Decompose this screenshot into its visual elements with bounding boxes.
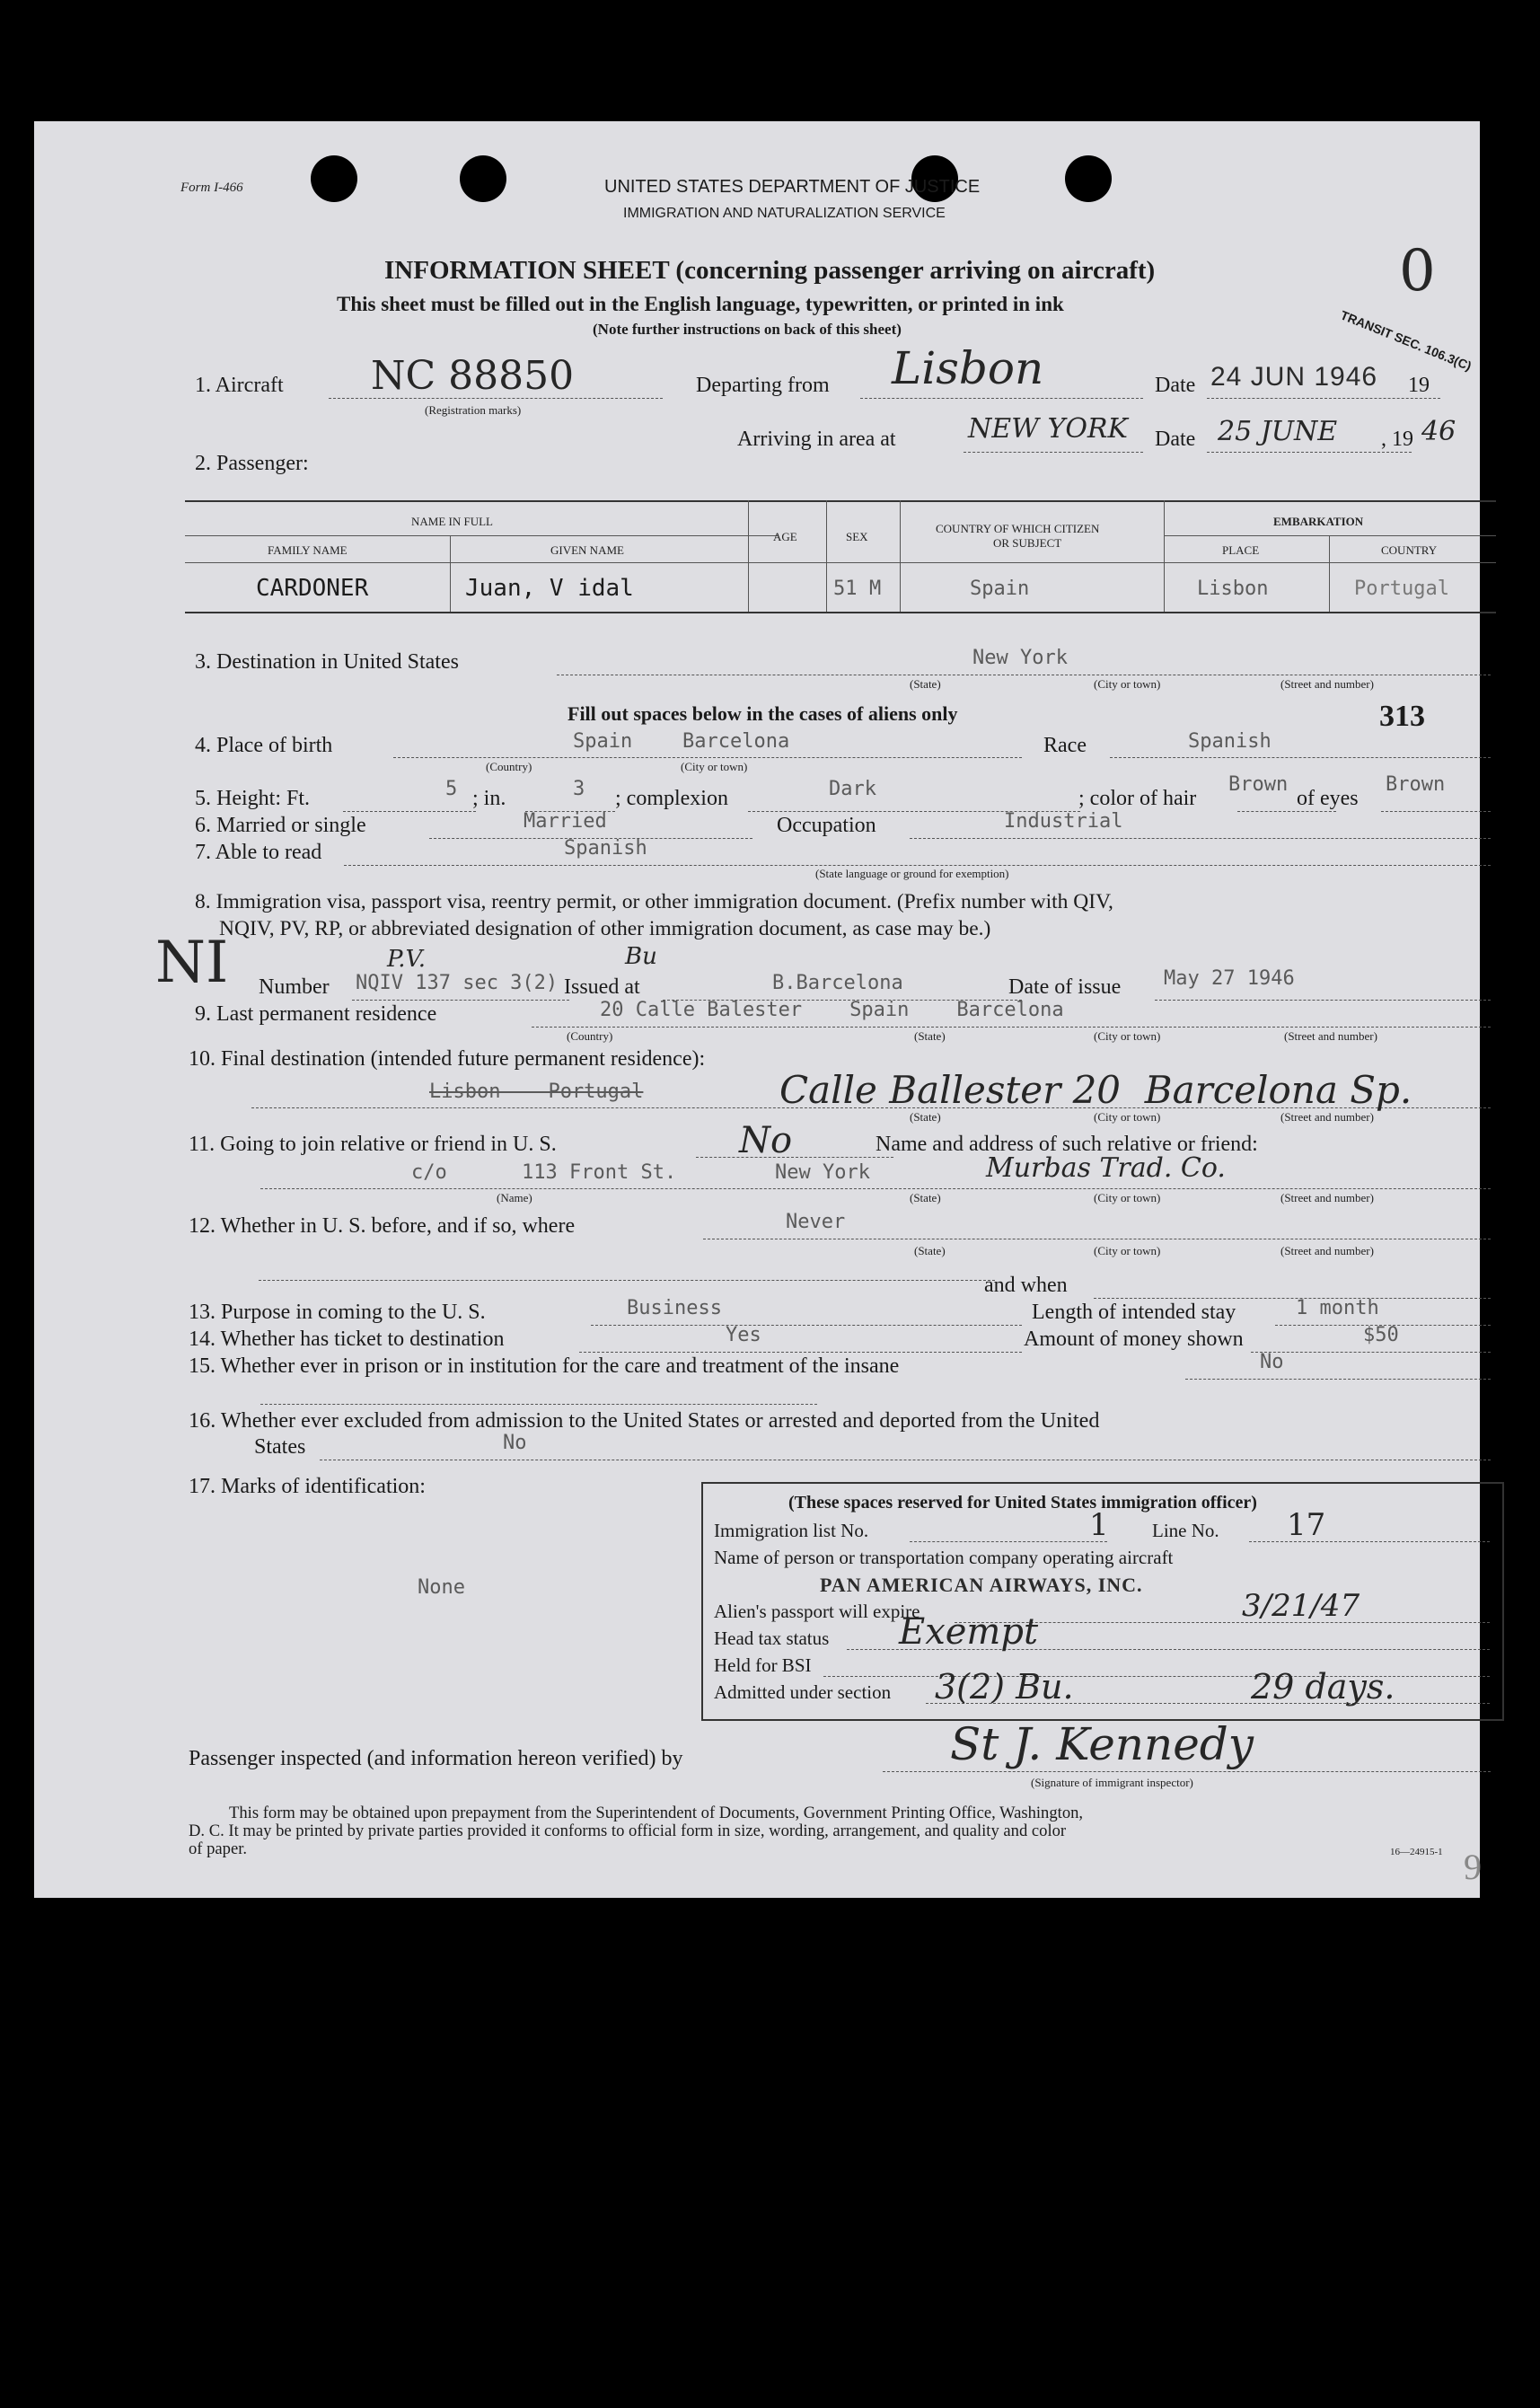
arrival-date-value: 25 JUNE bbox=[1218, 416, 1338, 447]
final-destination-typed: Lisbon Portugal bbox=[429, 1081, 644, 1103]
ticket-label: 14. Whether has ticket to destination bbox=[189, 1327, 505, 1351]
form-number: Form I-466 bbox=[180, 181, 243, 195]
issue-date-label: Date of issue bbox=[1008, 975, 1122, 999]
service-title: IMMIGRATION AND NATURALIZATION SERVICE bbox=[623, 206, 946, 221]
money-value: $50 bbox=[1363, 1324, 1399, 1346]
occupation-value: Industrial bbox=[1004, 810, 1123, 833]
prison-value: No bbox=[1260, 1351, 1284, 1373]
purpose-value: Business bbox=[627, 1297, 722, 1319]
residence-sub-state: (State) bbox=[914, 1029, 946, 1043]
arrival-year-value: 46 bbox=[1421, 416, 1456, 447]
departing-label: Departing from bbox=[696, 374, 830, 397]
issued-value: B.Barcelona bbox=[772, 972, 903, 994]
read-value: Spanish bbox=[564, 837, 647, 860]
company-label: Name of person or transportation company operating aircraft bbox=[714, 1547, 1174, 1568]
sex-header: SEX bbox=[846, 530, 868, 543]
residence-sub-street: (Street and number) bbox=[1284, 1029, 1377, 1043]
prison-label: 15. Whether ever in prison or in institution for the care and treatment of the insane bbox=[189, 1354, 900, 1378]
excluded-value: No bbox=[503, 1432, 527, 1454]
aircraft-label: 1. Aircraft bbox=[195, 374, 284, 397]
departure-date-suffix: 19 bbox=[1408, 374, 1430, 397]
race-label: Race bbox=[1043, 734, 1087, 757]
embarkation-header: EMBARKATION bbox=[1273, 515, 1364, 528]
when-label: and when bbox=[984, 1274, 1068, 1297]
department-title: UNITED STATES DEPARTMENT OF JUSTICE bbox=[604, 177, 981, 197]
sex-value: M bbox=[869, 578, 882, 600]
eyes-label: of eyes bbox=[1297, 787, 1359, 810]
destination-sub-street: (Street and number) bbox=[1280, 677, 1374, 691]
read-label: 7. Able to read bbox=[195, 841, 322, 864]
family-name-header: FAMILY NAME bbox=[268, 543, 348, 557]
arriving-value: NEW YORK bbox=[968, 413, 1128, 445]
form-note: (Note further instructions on back of this sheet) bbox=[593, 321, 902, 338]
aliens-only-header: Fill out spaces below in the cases of aliens only bbox=[568, 702, 958, 725]
residence-sub-country: (Country) bbox=[567, 1029, 613, 1043]
visa-bu-mark: Bu bbox=[625, 943, 657, 970]
officer-box-header: (These spaces reserved for United States immigration officer) bbox=[788, 1493, 1257, 1513]
complexion-label: ; complexion bbox=[615, 787, 728, 810]
arrival-year-prefix: , 19 bbox=[1381, 428, 1413, 451]
final-sub-street: (Street and number) bbox=[1280, 1110, 1374, 1124]
visa-label-1: 8. Immigration visa, passport visa, reentry permit, or other immigration document. (Prefix number with QIV, bbox=[195, 890, 1113, 913]
embarkation-country-header: COUNTRY bbox=[1381, 543, 1438, 557]
place-header: PLACE bbox=[1222, 543, 1260, 557]
excluded-label-1: 16. Whether ever excluded from admission to the United States or arrested and deported from the United bbox=[189, 1408, 1100, 1433]
embarkation-country-value: Portugal bbox=[1354, 578, 1449, 600]
age-value: 51 bbox=[833, 578, 858, 600]
join-sub-state: (State) bbox=[910, 1191, 941, 1204]
family-name-value: CARDONER bbox=[256, 575, 369, 602]
occupation-label: Occupation bbox=[777, 814, 876, 837]
visa-label-2: NQIV, PV, RP, or abbreviated designation of other immigration document, as case may be.) bbox=[219, 917, 991, 940]
line-no-label: Line No. bbox=[1152, 1520, 1219, 1541]
arriving-label: Arriving in area at bbox=[737, 428, 896, 451]
birth-sub-city: (City or town) bbox=[681, 760, 748, 773]
citizen-value: Spain bbox=[970, 578, 1030, 600]
head-tax-label: Head tax status bbox=[714, 1627, 830, 1649]
eyes-value: Brown bbox=[1386, 773, 1446, 796]
married-value: Married bbox=[524, 810, 607, 833]
inspected-label: Passenger inspected (and information hereon verified) by bbox=[189, 1747, 683, 1770]
name-in-full-header: NAME IN FULL bbox=[411, 515, 493, 528]
footer-line-1: This form may be obtained upon prepayment from the Superintendent of Documents, Government Printing Office, Washington, bbox=[229, 1804, 1084, 1822]
complexion-value: Dark bbox=[829, 778, 876, 800]
birth-city: Barcelona bbox=[682, 730, 790, 753]
before-label: 12. Whether in U. S. before, and if so, where bbox=[189, 1214, 576, 1238]
final-sub-city: (City or town) bbox=[1094, 1110, 1161, 1124]
footer-line-2: D. C. It may be printed by private parties provided it conforms to official form in size, wording, arrangement, and quality and color bbox=[189, 1821, 1067, 1840]
read-sublabel: (State language or ground for exemption) bbox=[815, 867, 1009, 880]
money-label: Amount of money shown bbox=[1024, 1327, 1244, 1351]
birth-country: Spain bbox=[573, 730, 633, 753]
relative-company: Murbas Trad. Co. bbox=[986, 1152, 1226, 1184]
join-sub-name: (Name) bbox=[497, 1191, 532, 1204]
immigration-list-value: 1 bbox=[1089, 1507, 1109, 1543]
footer-line-3: of paper. bbox=[189, 1839, 248, 1858]
before-sub-street: (Street and number) bbox=[1280, 1244, 1374, 1257]
residence-label: 9. Last permanent residence bbox=[195, 1002, 437, 1026]
ticket-value: Yes bbox=[726, 1324, 761, 1346]
relative-co: c/o bbox=[411, 1161, 447, 1184]
admitted-section-label: Admitted under section bbox=[714, 1681, 892, 1703]
marks-value: None bbox=[418, 1576, 465, 1599]
join-sub-city: (City or town) bbox=[1094, 1191, 1161, 1204]
destination-city: New York bbox=[972, 647, 1068, 669]
aircraft-sublabel: (Registration marks) bbox=[425, 403, 522, 417]
admitted-section-value: 3(2) Bu. bbox=[935, 1667, 1074, 1707]
punch-hole bbox=[460, 155, 506, 202]
inspector-signature: St J. Kennedy bbox=[950, 1718, 1254, 1770]
relative-address: 113 Front St. bbox=[522, 1161, 677, 1184]
before-value: Never bbox=[786, 1211, 846, 1233]
join-label: 11. Going to join relative or friend in U. S. bbox=[189, 1133, 557, 1156]
visa-number-value: NQIV 137 sec 3(2) bbox=[356, 972, 559, 994]
company-value: PAN AMERICAN AIRWAYS, INC. bbox=[820, 1574, 1143, 1596]
visa-nl-mark: NI bbox=[155, 930, 229, 996]
given-name-header: GIVEN NAME bbox=[550, 543, 624, 557]
form-title: INFORMATION SHEET (concerning passenger arriving on aircraft) bbox=[384, 256, 1156, 285]
before-sub-city: (City or town) bbox=[1094, 1244, 1161, 1257]
inspector-signature-sublabel: (Signature of immigrant inspector) bbox=[1031, 1776, 1193, 1789]
departing-value: Lisbon bbox=[892, 342, 1044, 394]
form-sheet bbox=[34, 121, 1480, 1898]
final-destination-handwritten: Calle Ballester 20 Barcelona Sp. bbox=[779, 1068, 1412, 1112]
stay-value: 1 month bbox=[1296, 1297, 1379, 1319]
officer-box bbox=[701, 1482, 1504, 1721]
embarkation-place-value: Lisbon bbox=[1197, 578, 1269, 600]
destination-label: 3. Destination in United States bbox=[195, 650, 459, 674]
citizen-header-2: OR SUBJECT bbox=[993, 536, 1062, 550]
passport-expire-value: 3/21/47 bbox=[1242, 1588, 1360, 1624]
citizen-header: COUNTRY OF WHICH CITIZEN bbox=[936, 522, 1100, 535]
footer-code: 16—24915-1 bbox=[1390, 1847, 1443, 1857]
race-value: Spanish bbox=[1188, 730, 1272, 753]
birth-label: 4. Place of birth bbox=[195, 734, 333, 757]
birth-sub-country: (Country) bbox=[486, 760, 532, 773]
height-label: 5. Height: Ft. bbox=[195, 787, 311, 810]
transit-stamp: TRANSIT SEC. 106.3(C) bbox=[1338, 307, 1474, 374]
destination-sub-state: (State) bbox=[910, 677, 941, 691]
excluded-label-2: States bbox=[254, 1435, 306, 1459]
head-tax-value: Exempt bbox=[899, 1611, 1039, 1653]
visa-number-label: Number bbox=[259, 975, 330, 999]
immigration-list-label: Immigration list No. bbox=[714, 1520, 869, 1541]
residence-sub-city: (City or town) bbox=[1094, 1029, 1161, 1043]
height-ft: 5 bbox=[445, 778, 458, 800]
join-value: No bbox=[739, 1120, 793, 1161]
stay-label: Length of intended stay bbox=[1032, 1301, 1236, 1324]
height-in: 3 bbox=[573, 778, 585, 800]
number-313: 313 bbox=[1379, 700, 1425, 733]
departure-date-value: 24 JUN 1946 bbox=[1210, 362, 1378, 392]
relative-city: New York bbox=[775, 1161, 870, 1184]
visa-pv-mark: P.V. bbox=[387, 946, 426, 973]
punch-hole bbox=[311, 155, 357, 202]
married-label: 6. Married or single bbox=[195, 814, 366, 837]
passenger-label: 2. Passenger: bbox=[195, 452, 309, 475]
arrival-date-label: Date bbox=[1155, 428, 1196, 451]
residence-value: 20 Calle Balester Spain Barcelona bbox=[600, 999, 1064, 1021]
page-mark: 9 bbox=[1464, 1847, 1482, 1887]
hair-label: ; color of hair bbox=[1078, 787, 1197, 810]
hair-value: Brown bbox=[1228, 773, 1289, 796]
passport-expire-label: Alien's passport will expire bbox=[714, 1601, 920, 1622]
marks-label: 17. Marks of identification: bbox=[189, 1475, 426, 1498]
height-in-label: ; in. bbox=[472, 787, 506, 810]
given-name-value: Juan, V idal bbox=[465, 575, 634, 602]
purpose-label: 13. Purpose in coming to the U. S. bbox=[189, 1301, 486, 1324]
form-instruction: This sheet must be filled out in the English language, typewritten, or printed in ink bbox=[337, 293, 1064, 315]
issue-date-value: May 27 1946 bbox=[1164, 967, 1295, 990]
final-sub-state: (State) bbox=[910, 1110, 941, 1124]
admitted-days-value: 29 days. bbox=[1251, 1667, 1395, 1707]
join-sub-street: (Street and number) bbox=[1280, 1191, 1374, 1204]
aircraft-value: NC 88850 bbox=[371, 353, 575, 399]
relative-name-label: Name and address of such relative or friend: bbox=[876, 1133, 1258, 1156]
corner-zero-mark: 0 bbox=[1399, 238, 1436, 304]
line-no-value: 17 bbox=[1287, 1507, 1326, 1543]
departure-date-label: Date bbox=[1155, 374, 1196, 397]
issued-label: Issued at bbox=[564, 975, 640, 999]
age-header: AGE bbox=[773, 530, 797, 543]
punch-hole bbox=[1065, 155, 1112, 202]
destination-sub-city: (City or town) bbox=[1094, 677, 1161, 691]
final-destination-label: 10. Final destination (intended future permanent residence): bbox=[189, 1047, 706, 1071]
before-sub-state: (State) bbox=[914, 1244, 946, 1257]
held-bsi-label: Held for BSI bbox=[714, 1654, 812, 1676]
